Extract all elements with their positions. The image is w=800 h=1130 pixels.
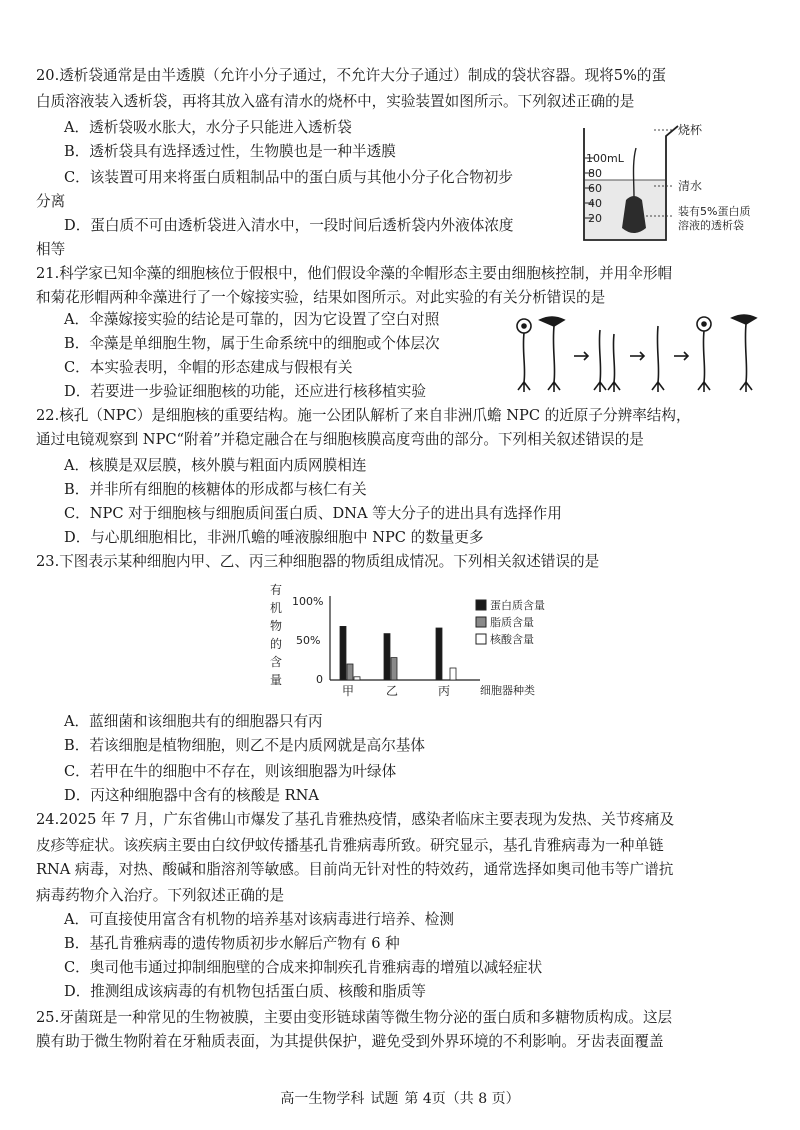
q23-option-a: A．蓝细菌和该细胞共有的细胞器只有丙 (64, 713, 323, 730)
q21-stem-line2: 和菊花形帽两种伞藻进行了一个嫁接实验，结果如图所示。对此实验的有关分析错误的是 (36, 289, 606, 306)
q20-option-a: A．透析袋吸水胀大，水分子只能进入透析袋 (64, 119, 352, 136)
label-beaker: 烧杯 (678, 123, 703, 137)
category-label-2: 丙 (438, 684, 451, 698)
y-tick-100: 100% (292, 595, 324, 608)
legend-label-1: 脂质含量 (490, 616, 534, 629)
q20-option-b: B．透析袋具有选择透过性，生物膜也是一种半透膜 (64, 143, 396, 160)
q25-stem-line1: 25.牙菌斑是一种常见的生物被膜，主要由变形链球菌等微生物分泌的蛋白质和多糖物质构成。这层 (36, 1009, 673, 1026)
q22-option-d: D．与心肌细胞相比，非洲爪蟾的唾液腺细胞中 NPC 的数量更多 (64, 529, 484, 546)
beaker-tick-40: 40 (588, 197, 602, 210)
q23-option-c: C．若甲在牛的细胞中不存在，则该细胞器为叶绿体 (64, 763, 397, 780)
q25-stem-line2: 膜有助于微生物附着在牙釉质表面，为其提供保护，避免受到外界环境的不利影响。牙齿表面覆盖 (36, 1033, 664, 1050)
bar-0-0 (340, 626, 346, 680)
beaker-tick-100: 100mL (586, 152, 624, 165)
q22-option-c: C．NPC 对于细胞核与细胞质间蛋白质、DNA 等大分子的进出具有选择作用 (64, 505, 562, 522)
q23-stem: 23.下图表示某种细胞内甲、乙、丙三种细胞器的物质组成情况。下列相关叙述错误的是 (36, 553, 600, 570)
q24-option-c: C．奥司他韦通过抑制细胞壁的合成来抑制疾孔肯雅病毒的增殖以减轻症状 (64, 959, 543, 976)
y-tick-0: 0 (316, 673, 323, 686)
label-bag-line2: 溶液的透析袋 (678, 219, 744, 232)
beaker-tick-60: 60 (588, 182, 602, 195)
q22-option-a: A．核膜是双层膜，核外膜与粗面内质网膜相连 (64, 457, 367, 474)
label-water: 清水 (678, 179, 703, 193)
y-tick-50: 50% (296, 634, 321, 647)
q23-option-d: D．丙这种细胞器中含有的核酸是 RNA (64, 787, 319, 804)
q24-option-d: D．推测组成该病毒的有机物包括蛋白质、核酸和脂质等 (64, 983, 426, 1000)
q21-option-a: A．伞藻嫁接实验的结论是可靠的，因为它设置了空白对照 (64, 311, 440, 328)
footer-kind: 试题 (370, 1091, 399, 1107)
q24-option-b: B．基孔肯雅病毒的遗传物质初步水解后产物有 6 种 (64, 935, 400, 952)
q22-option-b: B．并非所有细胞的核糖体的形成都与核仁有关 (64, 481, 367, 498)
bar-1-0 (384, 634, 390, 680)
legend-swatch-1 (476, 617, 486, 627)
q20-option-d-line1: D．蛋白质不可由透析袋进入清水中，一段时间后透析袋内外液体浓度 (64, 217, 514, 234)
q24-stem-line3: RNA 病毒，对热、酸碱和脂溶剂等敏感。目前尚无针对性的特效药，通常选择如奥司他韦等广谱抗 (36, 861, 674, 878)
legend-swatch-0 (476, 600, 486, 610)
bar-0-2 (354, 677, 360, 680)
bar-2-2 (450, 668, 456, 680)
q20-option-c-line1: C．该装置可用来将蛋白质粗制品中的蛋白质与其他小分子化合物初步 (64, 169, 513, 186)
dialysis-beaker-figure (574, 118, 770, 248)
chart-y-axis-label-text: 有机物的含量 (270, 583, 283, 687)
q21-stem-line1: 21.科学家已知伞藻的细胞核位于假根中，他们假设伞藻的伞帽形态主要由细胞核控制，并用伞形帽 (36, 265, 673, 282)
category-label-0: 甲 (342, 684, 355, 698)
q21-option-d: D．若要进一步验证细胞核的功能，还应进行核移植实验 (64, 383, 426, 400)
page-footer (0, 1088, 800, 1108)
q20-option-d-line2: 相等 (36, 241, 66, 258)
q21-option-c: C．本实验表明，伞帽的形态建成与假根有关 (64, 359, 353, 376)
umbrella-cap-icon (540, 317, 564, 326)
q20-stem-line2: 白质溶液装入透析袋，再将其放入盛有清水的烧杯中，实验装置如图所示。下列叙述正确的是 (36, 93, 635, 110)
q23-option-b: B．若该细胞是植物细胞，则乙不是内质网就是高尔基体 (64, 737, 425, 754)
footer-subject: 高一生物学科 (280, 1091, 365, 1107)
label-bag-line1: 装有5%蛋白质 (678, 205, 751, 218)
beaker-tick-20: 20 (588, 212, 602, 225)
chart-y-axis-label (270, 583, 282, 687)
footer-page: 第 4页（共 8 页） (404, 1091, 520, 1107)
q24-stem-line4: 病毒药物介入治疗。下列叙述正确的是 (36, 887, 285, 904)
q20-stem-line1: 20.透析袋通常是由半透膜（允许小分子通过，不允许大分子通过）制成的袋状容器。现将5%的蛋 (36, 67, 667, 84)
chart-x-axis-label: 细胞器种类 (480, 684, 535, 697)
organelle-composition-chart (258, 582, 578, 704)
legend-label-0: 蛋白质含量 (490, 599, 545, 612)
q21-option-b: B．伞藻是单细胞生物，属于生命系统中的细胞或个体层次 (64, 335, 440, 352)
acetabularia-graft-figure (508, 312, 770, 398)
q20-option-c-line2: 分离 (36, 193, 66, 210)
legend-label-2: 核酸含量 (490, 633, 534, 646)
bar-0-1 (347, 664, 353, 680)
bar-1-1 (391, 658, 397, 680)
legend-swatch-2 (476, 634, 486, 644)
q24-stem-line2: 皮疹等症状。该疾病主要由白纹伊蚊传播基孔肯雅病毒所致。研究显示，基孔肯雅病毒为一种单链 (36, 837, 664, 854)
category-label-1: 乙 (386, 684, 399, 698)
q22-stem-line2: 通过电镜观察到 NPC“附着”并稳定融合在与细胞核膜高度弯曲的部分。下列相关叙述错误的是 (36, 431, 644, 448)
q24-stem-line1: 24.2025 年 7 月，广东省佛山市爆发了基孔肯雅热疫情，感染者临床主要表现为发热、关节疼痛及 (36, 811, 675, 828)
q24-option-a: A．可直接使用富含有机物的培养基对该病毒进行培养、检测 (64, 911, 454, 928)
q22-stem-line1: 22.核孔（NPC）是细胞核的重要结构。施一公团队解析了来自非洲爪蟾 NPC 的近原子分辨率结构， (36, 407, 691, 424)
bar-2-0 (436, 628, 442, 680)
beaker-tick-80: 80 (588, 167, 602, 180)
